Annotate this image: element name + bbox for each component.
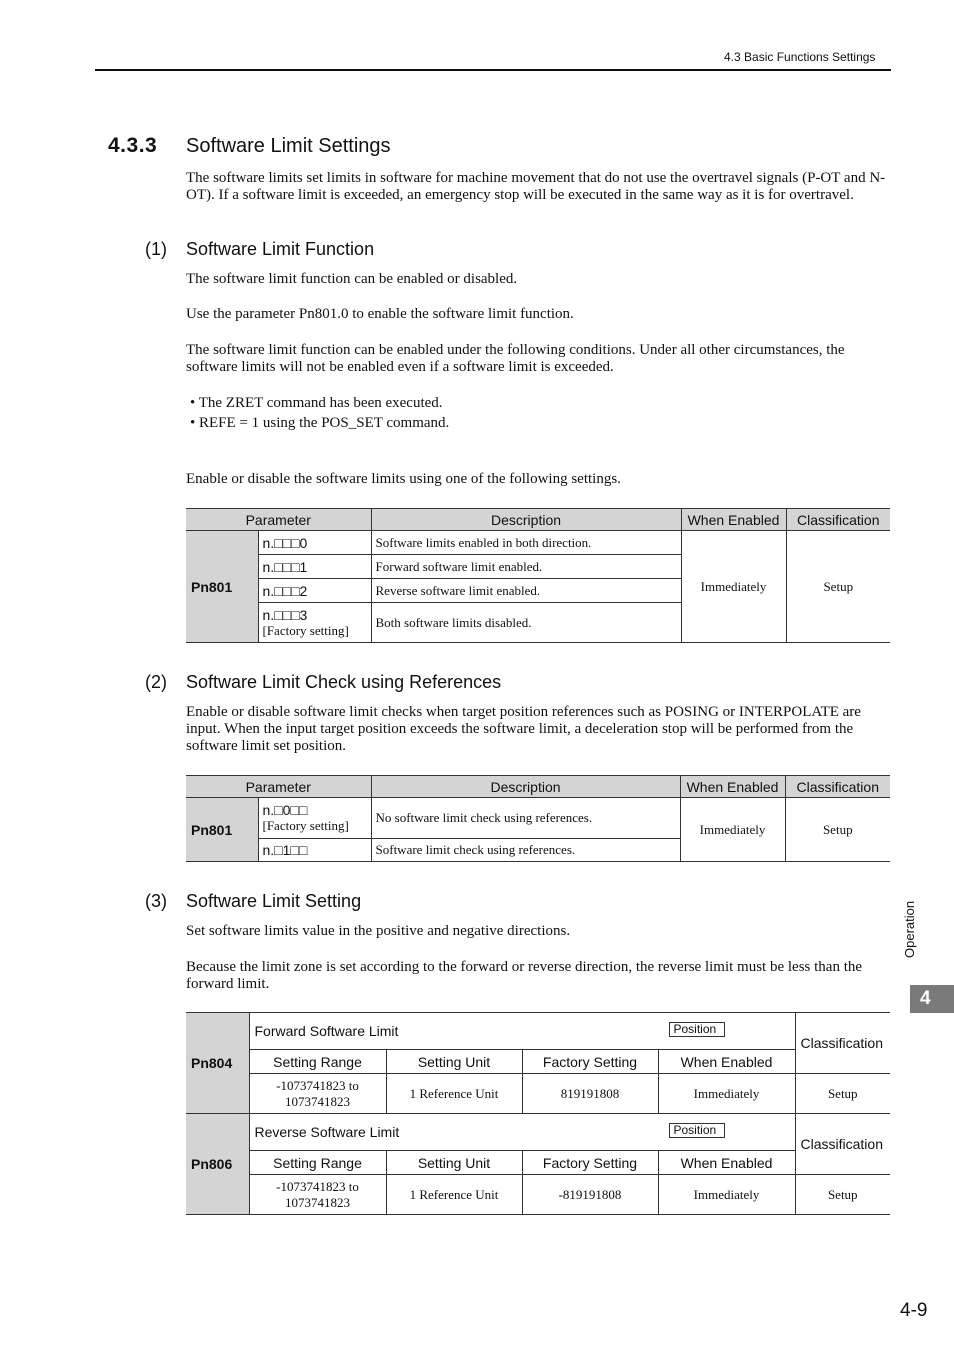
column-header: When Enabled <box>658 1151 795 1175</box>
parameter-name: Reverse Software Limit <box>254 1123 400 1140</box>
column-header: Description <box>371 509 681 531</box>
setting-range: -1073741823 to 1073741823 <box>249 1074 386 1114</box>
parameter-name-row <box>249 1114 795 1151</box>
section-number: 4.3.3 <box>108 134 158 157</box>
position-tag: Position <box>669 1022 725 1037</box>
header-rule <box>95 69 891 71</box>
sub2-number: (2) <box>145 672 167 692</box>
sub1-number: (1) <box>145 239 167 259</box>
setting-value: n.□□□3 [Factory setting] <box>258 603 371 643</box>
column-header: When Enabled <box>680 776 785 798</box>
bullet-item: • The ZRET command has been executed. <box>190 395 443 411</box>
sub1-para-2: Use the parameter Pn801.0 to enable the software limit function. <box>186 306 574 322</box>
setting-description: Forward software limit enabled. <box>371 555 681 579</box>
factory-setting: -819191808 <box>522 1175 658 1215</box>
setting-description: Software limit check using references. <box>371 839 680 862</box>
setting-description: Both software limits disabled. <box>371 603 681 643</box>
sub2-title: Software Limit Check using References <box>186 672 502 692</box>
parameter-name: Forward Software Limit <box>254 1022 399 1039</box>
column-header: Classification <box>786 509 890 531</box>
column-header: Setting Unit <box>386 1151 522 1175</box>
column-header: Setting Range <box>249 1151 386 1175</box>
pn801-limit-table <box>186 508 890 643</box>
factory-setting-note: [Factory setting] <box>262 818 349 833</box>
sub1-para-3: The software limit function can be enabled under the following conditions. Under all other circumstances, the software limits will not be enabled even if a software limit is exceeded. <box>186 342 845 375</box>
column-header: Setting Range <box>249 1050 386 1074</box>
sub1-title: Software Limit Function <box>186 239 375 259</box>
setting-value: n.□□□1 <box>258 555 371 579</box>
column-header: Description <box>371 776 680 798</box>
section-intro: The software limits set limits in software for machine movement that do not use the overtravel signals (P-OT and N-OT). If a software limit is exceeded, an emergency stop will be executed in the same way as it is for overtravel. <box>186 170 886 203</box>
sub3-para-1: Set software limits value in the positive and negative directions. <box>186 923 571 939</box>
setting-description: Software limits enabled in both direction. <box>371 531 681 555</box>
when-enabled: Immediately <box>658 1175 795 1215</box>
classification: Setup <box>795 1175 890 1215</box>
classification-header: Classification <box>795 1013 890 1074</box>
column-header: Factory Setting <box>522 1151 658 1175</box>
sub3-para-2: Because the limit zone is set according to the forward or reverse direction, the reverse limit must be less than the forward limit. <box>186 959 863 992</box>
pn801-reference-check-table <box>186 775 890 862</box>
parameter-number: Pn801 <box>186 531 258 643</box>
parameter-name-row <box>249 1013 795 1050</box>
column-header: Factory Setting <box>522 1050 658 1074</box>
column-header: Classification <box>785 776 890 798</box>
setting-range: -1073741823 to 1073741823 <box>249 1175 386 1215</box>
sub3-number: (3) <box>145 891 167 911</box>
setting-value: n.□1□□ <box>258 839 371 862</box>
chapter-tab: 4 <box>910 985 954 1013</box>
column-header: When Enabled <box>681 509 786 531</box>
page-number: 4-9 <box>900 1300 928 1321</box>
classification: Setup <box>786 531 890 643</box>
when-enabled: Immediately <box>658 1074 795 1114</box>
setting-value: n.□□□0 <box>258 531 371 555</box>
factory-setting-note: [Factory setting] <box>262 622 349 638</box>
side-chapter-label: Operation <box>902 900 917 958</box>
sub3-title: Software Limit Setting <box>186 891 362 911</box>
column-header: Setting Unit <box>386 1050 522 1074</box>
when-enabled: Immediately <box>680 798 785 862</box>
parameter-number: Pn804 <box>186 1013 249 1114</box>
running-header: 4.3 Basic Functions Settings <box>724 50 876 64</box>
setting-value: n.□0□□ [Factory setting] <box>258 798 371 839</box>
setting-unit: 1 Reference Unit <box>386 1074 522 1114</box>
sub2-para-1: Enable or disable software limit checks when target position references such as POSING or INTERPOLATE are input. When the input target position exceeds the software limit, a deceleration stop will be performed from the software limit set position. <box>186 704 861 754</box>
parameter-number: Pn801 <box>186 798 258 862</box>
setting-description: No software limit check using references. <box>371 798 680 839</box>
sub1-para-4: Enable or disable the software limits using one of the following settings. <box>186 471 621 487</box>
sub1-para-1: The software limit function can be enabled or disabled. <box>186 271 518 287</box>
setting-unit: 1 Reference Unit <box>386 1175 522 1215</box>
software-limit-setting-table <box>186 1012 890 1215</box>
factory-setting: 819191808 <box>522 1074 658 1114</box>
classification: Setup <box>795 1074 890 1114</box>
position-tag: Position <box>669 1123 725 1138</box>
setting-description: Reverse software limit enabled. <box>371 579 681 603</box>
classification-header: Classification <box>795 1114 890 1175</box>
column-header: Parameter <box>186 776 371 798</box>
column-header: When Enabled <box>658 1050 795 1074</box>
section-title: Software Limit Settings <box>186 135 391 157</box>
when-enabled: Immediately <box>681 531 786 643</box>
column-header: Parameter <box>186 509 371 531</box>
bullet-item: • REFE = 1 using the POS_SET command. <box>190 415 450 431</box>
parameter-number: Pn806 <box>186 1114 249 1215</box>
classification: Setup <box>785 798 890 862</box>
setting-value: n.□□□2 <box>258 579 371 603</box>
